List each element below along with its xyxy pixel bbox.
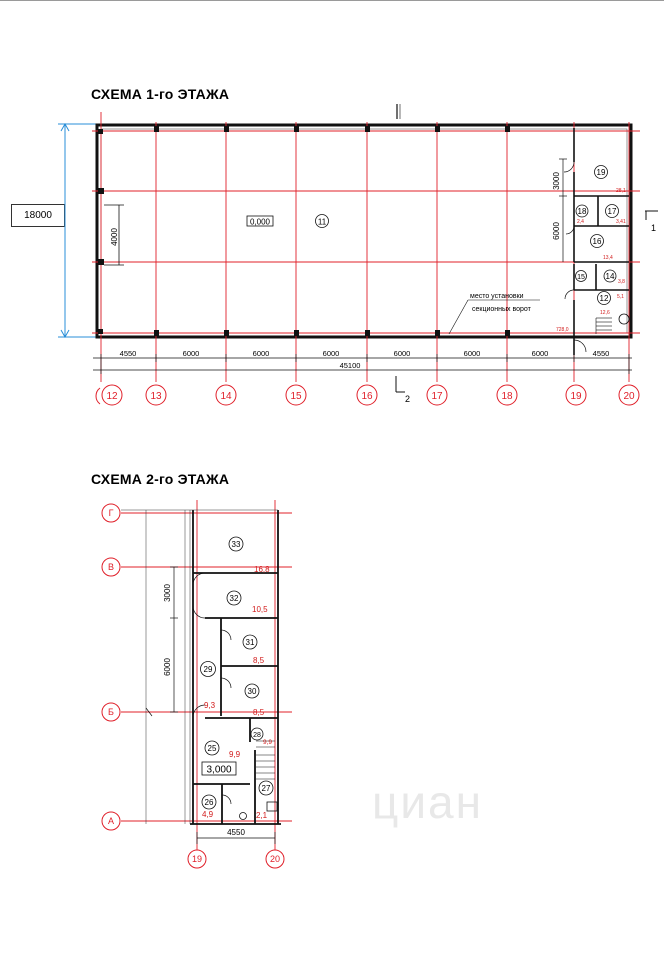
floor2-dim-6000: 6000 [163, 658, 172, 676]
floor1-heading: СХЕМА 1-го ЭТАЖА [91, 86, 230, 102]
svg-text:29: 29 [203, 665, 213, 674]
svg-text:32: 32 [229, 594, 239, 603]
svg-text:3,8: 3,8 [618, 279, 625, 285]
svg-text:2,1: 2,1 [256, 811, 268, 820]
svg-text:2,4: 2,4 [577, 219, 584, 225]
svg-text:4,9: 4,9 [202, 810, 214, 819]
svg-text:Г: Г [108, 508, 114, 518]
svg-text:А: А [107, 816, 115, 826]
floor1-main-room-number: 11 [317, 217, 327, 227]
svg-text:9,3: 9,3 [204, 701, 216, 710]
svg-text:6000: 6000 [463, 349, 481, 358]
svg-text:12: 12 [106, 391, 118, 402]
svg-text:10,5: 10,5 [252, 605, 268, 614]
svg-text:6000: 6000 [252, 349, 270, 358]
svg-text:3,41: 3,41 [616, 219, 626, 225]
svg-text:27: 27 [261, 784, 271, 793]
room-16-number: 16 [592, 237, 602, 246]
overall-height-dimension-box: 18000 [11, 204, 65, 227]
svg-text:8,5: 8,5 [253, 656, 265, 665]
floor1-axis-labels [106, 391, 635, 402]
room-19-number: 19 [596, 168, 606, 177]
floor2-heading: СХЕМА 2-го ЭТАЖА [91, 471, 230, 487]
svg-text:6000: 6000 [322, 349, 340, 358]
svg-text:19: 19 [570, 391, 582, 402]
floor1-bay-dims [120, 349, 610, 358]
section-mark-1: 1 [651, 223, 657, 233]
svg-text:28,1: 28,1 [616, 188, 626, 194]
room-18-number: 18 [577, 207, 587, 216]
floor1-columns [98, 126, 510, 336]
svg-text:Б: Б [108, 707, 114, 717]
svg-text:5,1: 5,1 [617, 294, 624, 300]
room-12-number: 12 [599, 294, 609, 303]
floor1-right-dim-6000: 6000 [552, 222, 561, 240]
cian-watermark: циан [372, 776, 484, 828]
svg-text:16,8: 16,8 [254, 565, 270, 574]
floor2-width-dim: 4550 [227, 828, 245, 837]
svg-text:9,9: 9,9 [229, 750, 241, 759]
svg-text:26: 26 [204, 798, 214, 807]
svg-text:6000: 6000 [531, 349, 549, 358]
svg-text:9,9: 9,9 [263, 739, 273, 746]
svg-text:20: 20 [623, 391, 635, 402]
svg-text:728,0: 728,0 [556, 327, 569, 333]
room-17-number: 17 [607, 207, 617, 216]
svg-text:25: 25 [207, 744, 217, 753]
floor2-plan [102, 500, 292, 868]
svg-text:15: 15 [290, 391, 302, 402]
room-15-number: 15 [577, 274, 585, 281]
svg-text:14: 14 [220, 391, 232, 402]
svg-text:4550: 4550 [119, 349, 137, 358]
gate-note-line1: место установки [470, 293, 524, 300]
svg-text:4550: 4550 [592, 349, 610, 358]
svg-text:6000: 6000 [393, 349, 411, 358]
svg-text:В: В [107, 562, 115, 572]
floor1-left-opening-dim: 4000 [110, 228, 119, 246]
svg-text:13: 13 [150, 391, 162, 402]
svg-text:6000: 6000 [182, 349, 200, 358]
svg-text:12,6: 12,6 [600, 310, 610, 316]
svg-text:16: 16 [361, 391, 373, 402]
section-mark-2: 2 [405, 394, 411, 404]
floor1-plan [58, 104, 658, 405]
svg-text:28: 28 [253, 732, 261, 739]
floor1-axis-grid [92, 112, 640, 382]
floor1-level-mark: 0,000 [249, 217, 271, 227]
floor1-total-width-dim: 45100 [339, 361, 361, 370]
room-14-number: 14 [605, 272, 615, 281]
svg-text:18: 18 [501, 391, 513, 402]
svg-text:31: 31 [245, 638, 255, 647]
floor1-room-numbers [576, 166, 619, 305]
floor1-dim-chains [93, 354, 632, 374]
floor1-outer-wall [97, 125, 631, 337]
floor2-dim-3000: 3000 [163, 584, 172, 602]
svg-text:20: 20 [269, 854, 281, 864]
svg-text:13,4: 13,4 [603, 255, 613, 261]
floor1-right-dim-3000: 3000 [552, 172, 561, 190]
svg-text:19: 19 [191, 854, 203, 864]
svg-text:33: 33 [231, 540, 241, 549]
svg-text:30: 30 [247, 687, 257, 696]
svg-text:8,5: 8,5 [253, 708, 265, 717]
svg-text:17: 17 [431, 391, 443, 402]
floor2-level-mark: 3,000 [206, 764, 232, 776]
height-dimension-line [58, 124, 98, 337]
floor2-stairs [256, 741, 275, 779]
gate-note-line2: секционных ворот [472, 306, 531, 313]
